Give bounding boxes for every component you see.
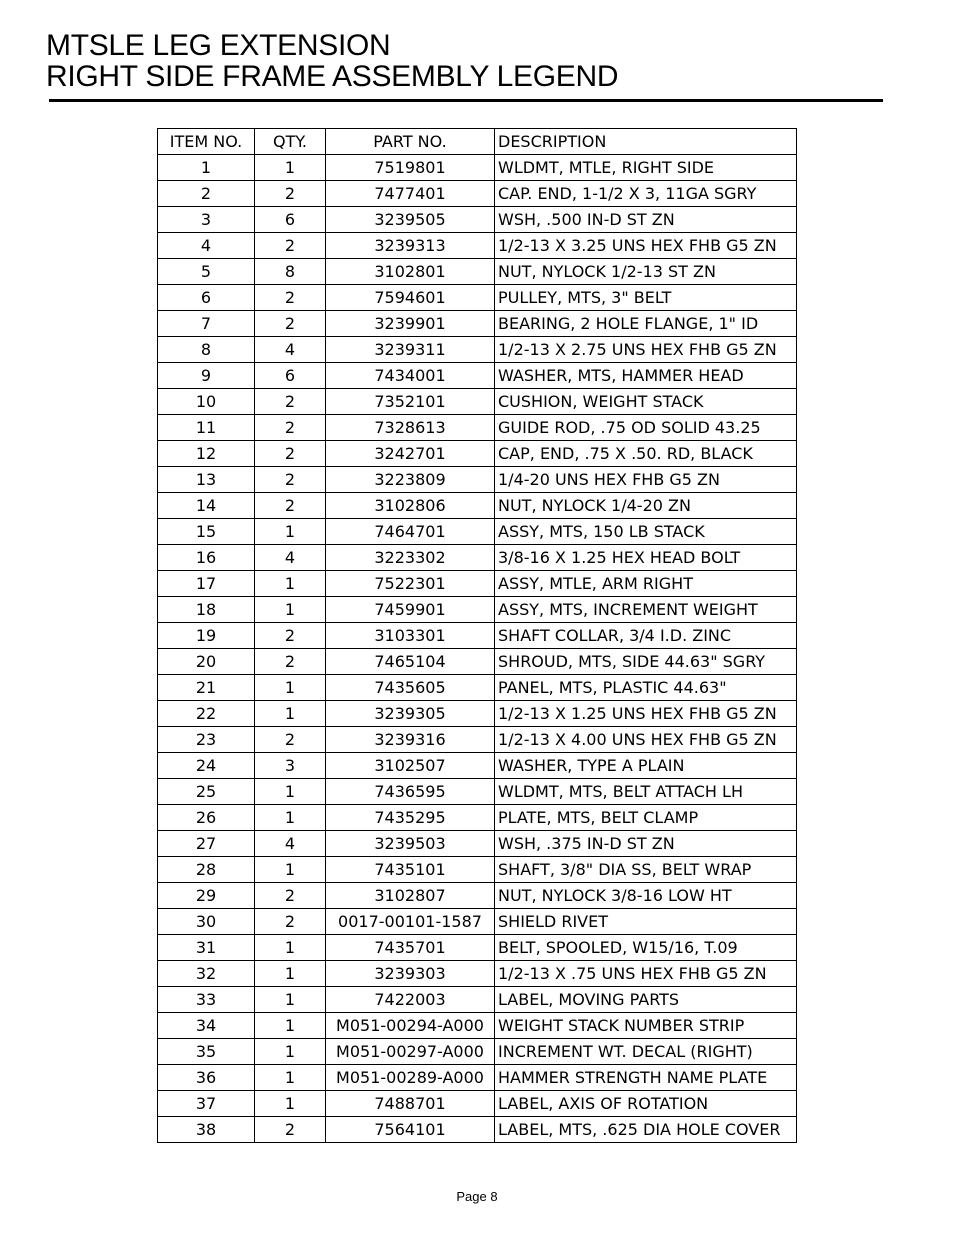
cell-part-no: 7488701 xyxy=(326,1091,495,1117)
cell-item-no: 36 xyxy=(158,1065,255,1091)
cell-part-no: 3102807 xyxy=(326,883,495,909)
cell-qty: 2 xyxy=(255,493,326,519)
cell-part-no: 3102806 xyxy=(326,493,495,519)
cell-description: LABEL, MTS, .625 DIA HOLE COVER xyxy=(495,1117,797,1143)
cell-item-no: 18 xyxy=(158,597,255,623)
cell-description: GUIDE ROD, .75 OD SOLID 43.25 xyxy=(495,415,797,441)
page-title xyxy=(46,30,618,92)
cell-part-no: 3102801 xyxy=(326,259,495,285)
cell-description: 1/2-13 X 2.75 UNS HEX FHB G5 ZN xyxy=(495,337,797,363)
cell-item-no: 10 xyxy=(158,389,255,415)
cell-item-no: 34 xyxy=(158,1013,255,1039)
cell-description: WASHER, MTS, HAMMER HEAD xyxy=(495,363,797,389)
cell-qty: 2 xyxy=(255,883,326,909)
cell-qty: 2 xyxy=(255,909,326,935)
table-header-row xyxy=(158,129,797,155)
cell-qty: 2 xyxy=(255,727,326,753)
table-row xyxy=(158,571,797,597)
table-row xyxy=(158,467,797,493)
cell-description: 3/8-16 X 1.25 HEX HEAD BOLT xyxy=(495,545,797,571)
cell-description: ASSY, MTLE, ARM RIGHT xyxy=(495,571,797,597)
cell-item-no: 21 xyxy=(158,675,255,701)
cell-item-no: 20 xyxy=(158,649,255,675)
cell-item-no: 16 xyxy=(158,545,255,571)
cell-description: PLATE, MTS, BELT CLAMP xyxy=(495,805,797,831)
cell-qty: 1 xyxy=(255,987,326,1013)
cell-description: NUT, NYLOCK 1/2-13 ST ZN xyxy=(495,259,797,285)
cell-part-no: 7352101 xyxy=(326,389,495,415)
page-number: Page 8 xyxy=(456,1189,498,1204)
table-row xyxy=(158,285,797,311)
table-row xyxy=(158,623,797,649)
cell-item-no: 22 xyxy=(158,701,255,727)
cell-qty: 1 xyxy=(255,857,326,883)
cell-part-no: 3239316 xyxy=(326,727,495,753)
cell-part-no: 7459901 xyxy=(326,597,495,623)
cell-item-no: 37 xyxy=(158,1091,255,1117)
cell-description: 1/2-13 X 1.25 UNS HEX FHB G5 ZN xyxy=(495,701,797,727)
cell-part-no: 3239303 xyxy=(326,961,495,987)
cell-item-no: 26 xyxy=(158,805,255,831)
cell-item-no: 31 xyxy=(158,935,255,961)
cell-part-no: 7435101 xyxy=(326,857,495,883)
table-row xyxy=(158,389,797,415)
table-row xyxy=(158,1065,797,1091)
cell-description: NUT, NYLOCK 3/8-16 LOW HT xyxy=(495,883,797,909)
cell-part-no: 7594601 xyxy=(326,285,495,311)
cell-qty: 1 xyxy=(255,155,326,181)
table-row xyxy=(158,155,797,181)
cell-item-no: 25 xyxy=(158,779,255,805)
cell-description: WLDMT, MTS, BELT ATTACH LH xyxy=(495,779,797,805)
cell-qty: 6 xyxy=(255,363,326,389)
cell-item-no: 33 xyxy=(158,987,255,1013)
cell-item-no: 35 xyxy=(158,1039,255,1065)
cell-description: CAP. END, 1-1/2 X 3, 11GA SGRY xyxy=(495,181,797,207)
cell-part-no: 3239305 xyxy=(326,701,495,727)
cell-qty: 1 xyxy=(255,1091,326,1117)
cell-part-no: 7477401 xyxy=(326,181,495,207)
cell-qty: 2 xyxy=(255,233,326,259)
cell-qty: 2 xyxy=(255,441,326,467)
cell-qty: 1 xyxy=(255,571,326,597)
cell-qty: 1 xyxy=(255,519,326,545)
cell-item-no: 27 xyxy=(158,831,255,857)
cell-description: 1/4-20 UNS HEX FHB G5 ZN xyxy=(495,467,797,493)
cell-description: SHAFT, 3/8" DIA SS, BELT WRAP xyxy=(495,857,797,883)
cell-part-no: 7464701 xyxy=(326,519,495,545)
cell-qty: 4 xyxy=(255,337,326,363)
table-row xyxy=(158,441,797,467)
cell-item-no: 38 xyxy=(158,1117,255,1143)
cell-description: WASHER, TYPE A PLAIN xyxy=(495,753,797,779)
column-header-item-no: ITEM NO. xyxy=(158,129,255,155)
cell-description: 1/2-13 X 3.25 UNS HEX FHB G5 ZN xyxy=(495,233,797,259)
cell-qty: 1 xyxy=(255,1013,326,1039)
cell-description: CAP, END, .75 X .50. RD, BLACK xyxy=(495,441,797,467)
cell-part-no: 7435295 xyxy=(326,805,495,831)
table-row xyxy=(158,675,797,701)
table-row xyxy=(158,311,797,337)
cell-item-no: 29 xyxy=(158,883,255,909)
cell-qty: 4 xyxy=(255,831,326,857)
cell-item-no: 4 xyxy=(158,233,255,259)
table-row xyxy=(158,519,797,545)
cell-qty: 8 xyxy=(255,259,326,285)
cell-part-no: 7434001 xyxy=(326,363,495,389)
cell-qty: 2 xyxy=(255,285,326,311)
cell-item-no: 8 xyxy=(158,337,255,363)
cell-item-no: 30 xyxy=(158,909,255,935)
cell-part-no: 3242701 xyxy=(326,441,495,467)
cell-item-no: 7 xyxy=(158,311,255,337)
table-row xyxy=(158,181,797,207)
table-row xyxy=(158,363,797,389)
cell-qty: 1 xyxy=(255,597,326,623)
parts-legend-table xyxy=(157,128,797,1143)
table-row xyxy=(158,207,797,233)
cell-qty: 1 xyxy=(255,961,326,987)
cell-item-no: 24 xyxy=(158,753,255,779)
title-line-2: RIGHT SIDE FRAME ASSEMBLY LEGEND xyxy=(46,60,619,93)
cell-part-no: 7328613 xyxy=(326,415,495,441)
cell-part-no: 3223809 xyxy=(326,467,495,493)
table-row xyxy=(158,935,797,961)
table-row xyxy=(158,701,797,727)
cell-description: WSH, .500 IN-D ST ZN xyxy=(495,207,797,233)
cell-description: PANEL, MTS, PLASTIC 44.63" xyxy=(495,675,797,701)
table-row xyxy=(158,649,797,675)
table-row xyxy=(158,259,797,285)
cell-description: CUSHION, WEIGHT STACK xyxy=(495,389,797,415)
table-row xyxy=(158,779,797,805)
cell-part-no: 7422003 xyxy=(326,987,495,1013)
cell-part-no: 3239313 xyxy=(326,233,495,259)
cell-description: LABEL, AXIS OF ROTATION xyxy=(495,1091,797,1117)
table-row xyxy=(158,831,797,857)
cell-item-no: 1 xyxy=(158,155,255,181)
table-row xyxy=(158,857,797,883)
cell-part-no: 3239311 xyxy=(326,337,495,363)
cell-part-no: M051-00289-A000 xyxy=(326,1065,495,1091)
cell-part-no: 7519801 xyxy=(326,155,495,181)
title-line-1: MTSLE LEG EXTENSION xyxy=(46,29,391,62)
cell-part-no: 7436595 xyxy=(326,779,495,805)
table-row xyxy=(158,1117,797,1143)
cell-qty: 1 xyxy=(255,779,326,805)
cell-part-no: 7435605 xyxy=(326,675,495,701)
cell-item-no: 13 xyxy=(158,467,255,493)
cell-description: ASSY, MTS, INCREMENT WEIGHT xyxy=(495,597,797,623)
cell-qty: 2 xyxy=(255,649,326,675)
table-row xyxy=(158,337,797,363)
cell-qty: 2 xyxy=(255,311,326,337)
cell-qty: 2 xyxy=(255,1117,326,1143)
cell-item-no: 28 xyxy=(158,857,255,883)
cell-item-no: 3 xyxy=(158,207,255,233)
cell-part-no: 3223302 xyxy=(326,545,495,571)
cell-part-no: 3239505 xyxy=(326,207,495,233)
table-row xyxy=(158,909,797,935)
cell-description: SHAFT COLLAR, 3/4 I.D. ZINC xyxy=(495,623,797,649)
cell-item-no: 2 xyxy=(158,181,255,207)
table-row xyxy=(158,1039,797,1065)
title-underline xyxy=(49,99,883,102)
cell-part-no: M051-00294-A000 xyxy=(326,1013,495,1039)
cell-item-no: 9 xyxy=(158,363,255,389)
cell-description: BEARING, 2 HOLE FLANGE, 1" ID xyxy=(495,311,797,337)
cell-item-no: 5 xyxy=(158,259,255,285)
cell-part-no: 7465104 xyxy=(326,649,495,675)
cell-description: PULLEY, MTS, 3" BELT xyxy=(495,285,797,311)
cell-item-no: 14 xyxy=(158,493,255,519)
cell-part-no: 3103301 xyxy=(326,623,495,649)
cell-part-no: 3102507 xyxy=(326,753,495,779)
cell-description: WEIGHT STACK NUMBER STRIP xyxy=(495,1013,797,1039)
cell-item-no: 17 xyxy=(158,571,255,597)
cell-qty: 6 xyxy=(255,207,326,233)
cell-item-no: 12 xyxy=(158,441,255,467)
table-row xyxy=(158,493,797,519)
cell-qty: 1 xyxy=(255,805,326,831)
cell-qty: 2 xyxy=(255,623,326,649)
cell-qty: 2 xyxy=(255,389,326,415)
cell-qty: 3 xyxy=(255,753,326,779)
column-header-description: DESCRIPTION xyxy=(495,129,797,155)
cell-description: ASSY, MTS, 150 LB STACK xyxy=(495,519,797,545)
cell-part-no: 0017-00101-1587 xyxy=(326,909,495,935)
table-row xyxy=(158,805,797,831)
cell-description: BELT, SPOOLED, W15/16, T.09 xyxy=(495,935,797,961)
cell-qty: 1 xyxy=(255,1065,326,1091)
cell-part-no: 7564101 xyxy=(326,1117,495,1143)
cell-qty: 1 xyxy=(255,935,326,961)
cell-description: INCREMENT WT. DECAL (RIGHT) xyxy=(495,1039,797,1065)
cell-qty: 1 xyxy=(255,675,326,701)
table-row xyxy=(158,415,797,441)
table-row xyxy=(158,883,797,909)
cell-description: WSH, .375 IN-D ST ZN xyxy=(495,831,797,857)
cell-description: SHIELD RIVET xyxy=(495,909,797,935)
table-row xyxy=(158,987,797,1013)
table-row xyxy=(158,545,797,571)
cell-description: HAMMER STRENGTH NAME PLATE xyxy=(495,1065,797,1091)
cell-qty: 2 xyxy=(255,181,326,207)
cell-part-no: 3239901 xyxy=(326,311,495,337)
cell-item-no: 19 xyxy=(158,623,255,649)
cell-item-no: 32 xyxy=(158,961,255,987)
table-row xyxy=(158,597,797,623)
cell-item-no: 15 xyxy=(158,519,255,545)
cell-item-no: 11 xyxy=(158,415,255,441)
cell-description: 1/2-13 X .75 UNS HEX FHB G5 ZN xyxy=(495,961,797,987)
table-row xyxy=(158,1091,797,1117)
cell-qty: 1 xyxy=(255,701,326,727)
column-header-part-no: PART NO. xyxy=(326,129,495,155)
cell-item-no: 23 xyxy=(158,727,255,753)
cell-part-no: 7522301 xyxy=(326,571,495,597)
cell-description: WLDMT, MTLE, RIGHT SIDE xyxy=(495,155,797,181)
cell-part-no: 3239503 xyxy=(326,831,495,857)
cell-description: NUT, NYLOCK 1/4-20 ZN xyxy=(495,493,797,519)
cell-description: SHROUD, MTS, SIDE 44.63" SGRY xyxy=(495,649,797,675)
table-row xyxy=(158,753,797,779)
column-header-qty: QTY. xyxy=(255,129,326,155)
cell-part-no: M051-00297-A000 xyxy=(326,1039,495,1065)
table-row xyxy=(158,727,797,753)
cell-description: 1/2-13 X 4.00 UNS HEX FHB G5 ZN xyxy=(495,727,797,753)
cell-item-no: 6 xyxy=(158,285,255,311)
cell-description: LABEL, MOVING PARTS xyxy=(495,987,797,1013)
cell-part-no: 7435701 xyxy=(326,935,495,961)
cell-qty: 4 xyxy=(255,545,326,571)
table-body xyxy=(158,155,797,1143)
table-row xyxy=(158,961,797,987)
cell-qty: 1 xyxy=(255,1039,326,1065)
table-row xyxy=(158,1013,797,1039)
cell-qty: 2 xyxy=(255,415,326,441)
cell-qty: 2 xyxy=(255,467,326,493)
table-row xyxy=(158,233,797,259)
